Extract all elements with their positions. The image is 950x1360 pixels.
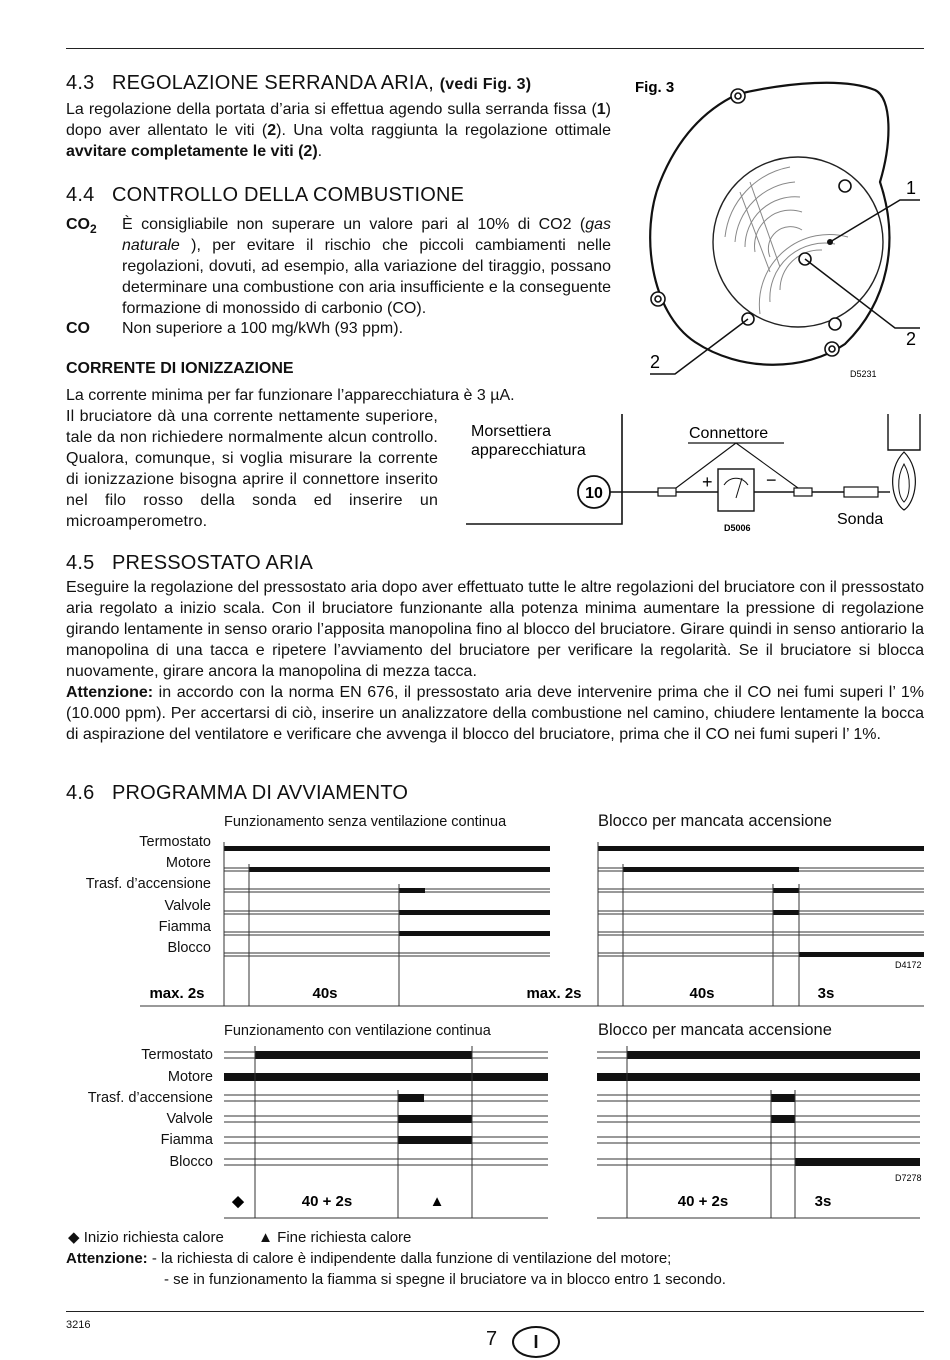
leader-2-left [650,319,748,374]
attention-note [66,1248,726,1290]
d2-signal-bars [224,1051,920,1166]
d1-time-right-2: 40s [689,985,715,1002]
section-4-3-heading [66,72,611,95]
d2-time-left-2: 40 + 2s [301,1193,353,1210]
connettore-label: Connettore [689,425,769,442]
morsettiera-label: Morsettiera [471,423,552,440]
burner-head [888,414,920,450]
section-title: REGOLAZIONE SERRANDA ARIA, [112,72,434,94]
figure-reference: (vedi Fig. 3) [439,76,532,93]
fig3-label-1: 1 [906,178,917,198]
wiring-code: D5006 [724,523,751,533]
section-number: 4.3 [66,72,95,94]
d1-code: D4172 [895,960,922,970]
bottom-rule [66,1311,924,1312]
ionization-wiring-diagram [466,412,926,538]
d2-gridlines [224,1052,920,1165]
co2-label: $CO_2$ [66,216,97,237]
minus-sign: − [766,470,777,490]
d2-time-right-2: 3s [814,1193,832,1210]
co-label: CO [66,320,90,337]
d1-row-label: Motore [165,855,211,871]
section-title: PROGRAMMA DI AVVIAMENTO [112,782,409,804]
d1-time-left-2: 40s [312,985,338,1002]
d1-time-markers [140,842,924,1006]
attention-line-2: - se in funzionamento la fiamma si spegne il bruciatore va in blocco entro 1 secondo. [164,1271,726,1288]
connector-right [794,488,812,496]
page-number: 7 [486,1328,498,1350]
leader-2-right [805,259,920,328]
section-number: 4.5 [66,552,95,574]
attention-label: Attenzione: [66,1250,148,1267]
legend-end-label: Fine richiesta calore [277,1229,412,1246]
timing-diagram-2 [130,1040,930,1225]
top-rule [66,48,924,49]
section-number: 4.4 [66,184,95,206]
triangle-icon: ▲ [258,1229,273,1246]
fig3-burner-drawing [630,72,930,384]
d1-row-label: Trasf. d’accensione [85,876,211,892]
d2-row-label: Fiamma [160,1132,213,1148]
d1-row-label: Fiamma [158,919,211,935]
d2-end-marker: ▲ [429,1193,445,1210]
section-title: CONTROLLO DELLA COMBUSTIONE [112,184,465,206]
d2-time-right-1: 40 + 2s [677,1193,729,1210]
paragraph-4-3: La regolazione della portata d’aria si effettua agendo sulla serranda fissa (1) dopo aver allentato le viti (2). Una volta raggiunta la regolazione ottimale avvitare completamente le viti (2). [66,101,611,160]
section-4-6-heading [66,782,408,805]
co-text: Non superiore a 100 mg/kWh (93 ppm). [122,320,404,337]
document-code: 3216 [66,1319,91,1331]
d1-time-right-3: 3s [817,985,835,1002]
d2-title-right: Blocco per mancata accensione [598,1021,832,1039]
d2-row-label: Trasf. d’accensione [87,1090,213,1106]
d1-signal-bars [224,846,924,957]
d2-row-label: Termostato [141,1047,213,1063]
d2-start-marker: ◆ [232,1193,244,1210]
legend-start-label: Inizio richiesta calore [83,1229,224,1246]
d1-row-label: Valvole [164,898,211,914]
d2-row-label: Motore [167,1069,213,1085]
fig3-label-2-left: 2 [650,352,661,372]
terminal-label: 10 [585,485,603,502]
fig3-code: D5231 [850,369,877,379]
ionization-text-1: La corrente minima per far funzionare l’apparecchiatura è 3 µA. [66,387,515,404]
connector-left [658,488,676,496]
d1-title-right: Blocco per mancata accensione [598,812,832,830]
d2-code: D7278 [895,1173,922,1183]
d1-title-left: Funzionamento senza ventilazione continua [224,814,507,830]
d1-time-right-1: max. 2s [526,985,582,1002]
attention-line-1: - la richiesta di calore è indipendente dalla funzione di ventilazione del motore; [147,1250,672,1267]
timing-diagram-1 [130,834,930,1034]
diamond-icon: ◆ [68,1229,80,1246]
section-number: 4.6 [66,782,95,804]
d1-row-label: Termostato [139,834,211,850]
sonda-label: Sonda [837,511,884,528]
ionization-text-2: Il bruciatore dà una corrente nettamente superiore, tale da non richiedere normalmente alcun controllo. Qualora, comunque, si voglia misurare la corrente di ionizzazione bisogna aprire il connettore inserito nel filo rosso della sonda ed inserire un microamperometro. [66,408,438,530]
co2-text: È consigliabile non superare un valore pari al 10% di CO2 (gas naturale ), per evitare il rischio che piccoli cambiamenti nelle regolazioni, dovuti, ad esempio, alla variazione del tiraggio, possano determinare una combustione con aria insufficiente e la conseguente formazione di monossido di carbonio (CO). [122,216,611,317]
d2-title-left: Funzionamento con ventilazione continua [224,1023,491,1039]
language-badge: I [512,1326,560,1358]
fig3-title: Fig. 3 [635,79,675,96]
section-title: PRESSOSTATO ARIA [112,552,314,574]
section-4-5-heading [66,552,924,575]
plus-sign: + [702,472,713,492]
section-4-5 [66,552,924,745]
microammeter [718,469,754,511]
probe-insulator [844,487,878,497]
section-4-4 [66,184,611,207]
d1-time-left-1: max. 2s [149,985,205,1002]
d1-gridlines [224,847,924,956]
apparecchiatura-label: apparecchiatura [471,442,586,459]
d1-row-label: Blocco [167,940,211,956]
section-4-3 [66,72,611,162]
fig3-label-2-right: 2 [906,329,917,349]
d2-row-label: Valvole [166,1111,213,1127]
legend [68,1228,411,1246]
section-4-4-heading [66,184,611,207]
d2-row-label: Blocco [169,1154,213,1170]
paragraph-4-5: Eseguire la regolazione del pressostato aria dopo aver effettuato tutte le altre regolazioni del bruciatore con il pressostato aria regolato a inizio scala. Con il bruciatore funzionante alla potenza minima aumentare la pressione di regolazione girando lentamente in senso orario l’apposita manopolina fino al blocco del bruciatore. Girare quindi in senso antiorario la manopolina di una tacca e ripetere l’avviamento del bruciatore per verificare la regolarità. Se il bruciatore si blocca nuovamente, girare ancora la manopolina di mezza tacca. Attenzione: in accordo con la norma EN 676, il pressostato aria deve intervenire prima che il CO nei fumi superi l’ 1% (10.000 ppm). Per accertarsi di ciò, inserire un analizzatore della combustione nel camino, chiudere lentamente la bocca di aspirazione del ventilatore e verificare che avvenga il blocco del bruciatore, prima che il CO nei fumi superi l’ 1%. [66,579,924,743]
ionization-heading: CORRENTE DI IONIZZAZIONE [66,360,294,377]
